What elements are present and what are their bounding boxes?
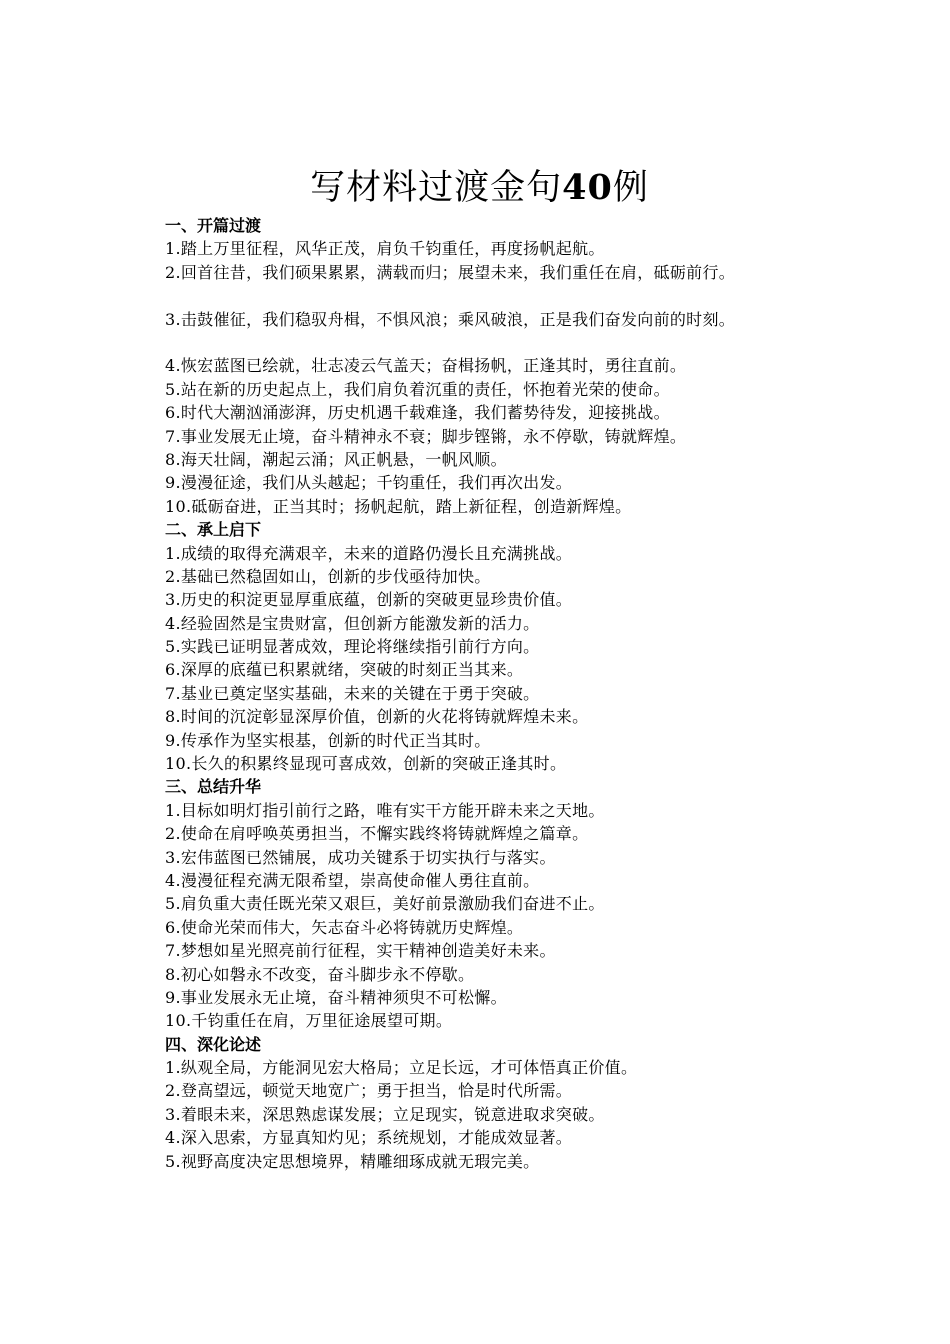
- list-item: 10.千钧重任在肩，万里征途展望可期。: [165, 1011, 453, 1031]
- list-item: 1.踏上万里征程，风华正茂，肩负千钧重任，再度扬帆起航。: [165, 239, 605, 259]
- section-heading-deepening: 四、深化论述: [165, 1034, 262, 1054]
- list-item: 6.使命光荣而伟大，矢志奋斗必将铸就历史辉煌。: [165, 917, 524, 937]
- list-item: 5.实践已证明显著成效，理论将继续指引前行方向。: [165, 637, 540, 657]
- list-item: 3.击鼓催征，我们稳驭舟楫，不惧风浪；乘风破浪，正是我们奋发向前的时刻。: [165, 309, 736, 329]
- list-item: 1.目标如明灯指引前行之路，唯有实干方能开辟未来之天地。: [165, 800, 605, 820]
- list-item: 9.事业发展永无止境，奋斗精神须臾不可松懈。: [165, 987, 507, 1007]
- section-heading-summary: 三、总结升华: [165, 777, 262, 797]
- list-item: 5.站在新的历史起点上，我们肩负着沉重的责任，怀抱着光荣的使命。: [165, 379, 670, 399]
- list-item: 4.漫漫征程充满无限希望，崇高使命催人勇往直前。: [165, 870, 540, 890]
- list-item: 1.纵观全局，方能洞见宏大格局；立足长远，才可体悟真正价值。: [165, 1058, 638, 1078]
- list-item: 7.事业发展无止境，奋斗精神永不衰；脚步铿锵，永不停歇，铸就辉煌。: [165, 426, 687, 446]
- list-item: 3.历史的积淀更显厚重底蕴，创新的突破更显珍贵价值。: [165, 590, 573, 610]
- list-item: 5.视野高度决定思想境界，精雕细琢成就无瑕完美。: [165, 1151, 540, 1171]
- list-item: 4.经验固然是宝贵财富，但创新方能激发新的活力。: [165, 613, 540, 633]
- document-page: [127, 164, 832, 1173]
- list-item: 7.基业已奠定坚实基础，未来的关键在于勇于突破。: [165, 683, 540, 703]
- list-item: 2.登高望远，顿觉天地宽广；勇于担当，恰是时代所需。: [165, 1081, 573, 1101]
- list-item: 3.着眼未来，深思熟虑谋发展；立足现实，锐意进取求突破。: [165, 1104, 605, 1124]
- list-item: 3.宏伟蓝图已然铺展，成功关键系于切实执行与落实。: [165, 847, 556, 867]
- list-item: 2.基础已然稳固如山，创新的步伐亟待加快。: [165, 566, 491, 586]
- list-item: 4.深入思索，方显真知灼见；系统规划，才能成效显著。: [165, 1128, 573, 1148]
- list-item: 10.砥砺奋进，正当其时；扬帆起航，踏上新征程，创造新辉煌。: [165, 496, 632, 516]
- list-item: 4.恢宏蓝图已绘就，壮志凌云气盖天；奋楫扬帆，正逢其时，勇往直前。: [165, 356, 687, 376]
- list-item: 1.成绩的取得充满艰辛，未来的道路仍漫长且充满挑战。: [165, 543, 573, 563]
- title-text: 写材料过渡金句: [310, 168, 563, 208]
- list-item: 8.初心如磐永不改变，奋斗脚步永不停歇。: [165, 964, 475, 984]
- document-title: [127, 164, 832, 212]
- list-item: 2.回首往昔，我们硕果累累，满载而归；展望未来，我们重任在肩，砥砺前行。: [165, 262, 736, 282]
- section-heading-opening: 一、开篇过渡: [165, 216, 262, 235]
- section-heading-transition: 二、承上启下: [165, 520, 262, 540]
- title-suffix: 例: [612, 168, 649, 208]
- list-item: 10.长久的积累终显现可喜成效，创新的突破正逢其时。: [165, 754, 567, 774]
- list-item: 8.海天壮阔，潮起云涌；风正帆悬，一帆风顺。: [165, 449, 507, 469]
- title-number: 40: [562, 167, 613, 208]
- list-item: 6.深厚的底蕴已积累就绪，突破的时刻正当其来。: [165, 660, 524, 680]
- list-item: 7.梦想如星光照亮前行征程，实干精神创造美好未来。: [165, 941, 556, 961]
- list-item: 9.漫漫征途，我们从头越起；千钧重任，我们再次出发。: [165, 473, 573, 493]
- list-item: 6.时代大潮汹涌澎湃，历史机遇千载难逢，我们蓄势待发，迎接挑战。: [165, 403, 670, 423]
- list-item: 8.时间的沉淀彰显深厚价值，创新的火花将铸就辉煌未来。: [165, 707, 589, 727]
- list-item: 2.使命在肩呼唤英勇担当，不懈实践终将铸就辉煌之篇章。: [165, 824, 589, 844]
- list-item: 9.传承作为坚实根基，创新的时代正当其时。: [165, 730, 491, 750]
- list-item: 5.肩负重大责任既光荣又艰巨，美好前景激励我们奋进不止。: [165, 894, 605, 914]
